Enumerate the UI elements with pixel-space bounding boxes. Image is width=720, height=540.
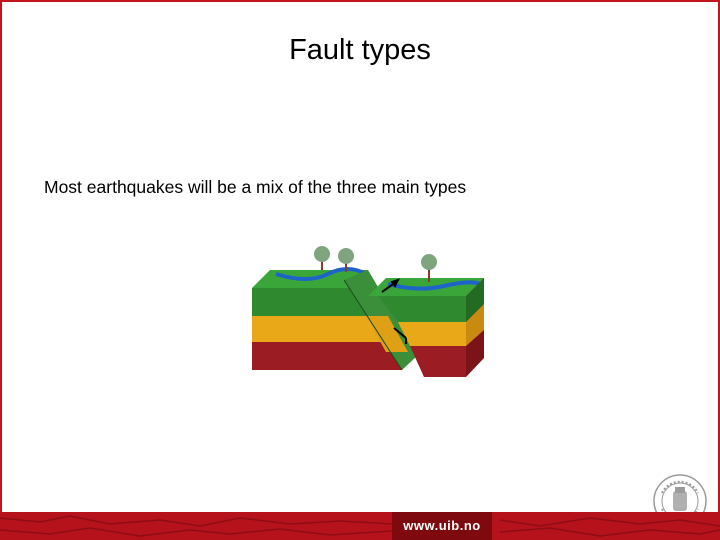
slide-body-text: Most earthquakes will be a mix of the three main types <box>44 177 467 197</box>
slide-title: Fault types <box>289 34 431 66</box>
tree-icon <box>421 254 437 282</box>
tree-icon <box>314 246 330 270</box>
footer-texture <box>0 512 720 540</box>
footer-url-link[interactable]: www.uib.no <box>392 512 492 540</box>
footer-band <box>0 512 720 540</box>
fault-block-diagram-icon <box>248 240 488 385</box>
